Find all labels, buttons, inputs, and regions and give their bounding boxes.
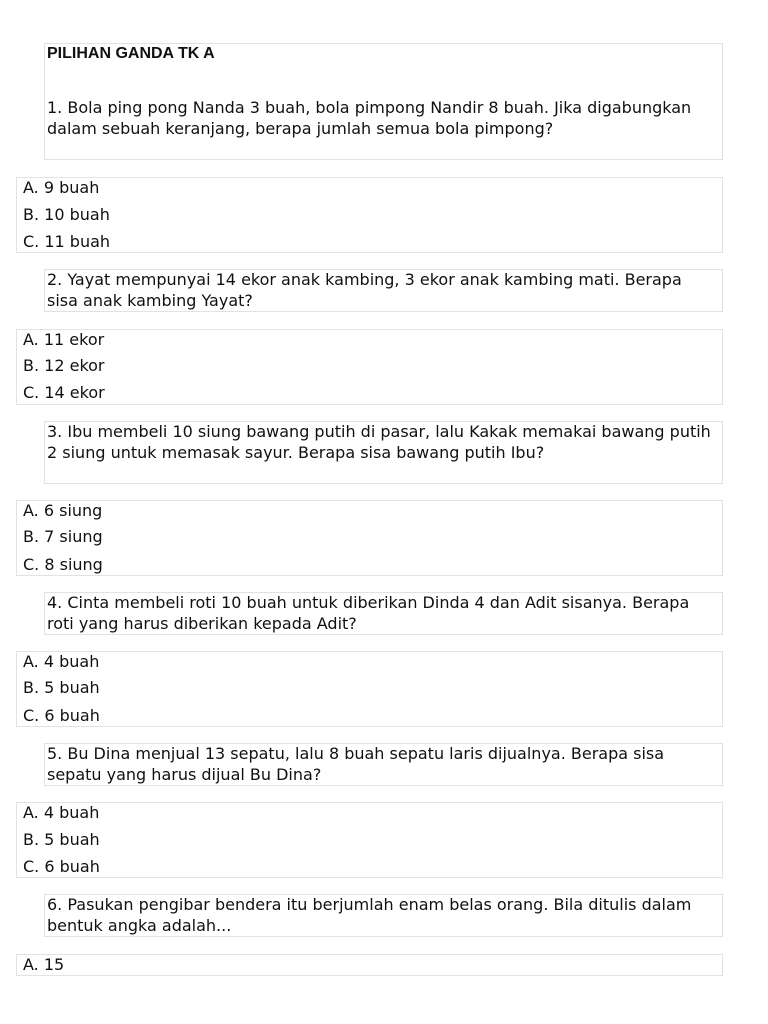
question-5-option-c: C. 6 buah — [23, 857, 100, 876]
question-2-option-b: B. 12 ekor — [23, 356, 105, 375]
question-4-text: 4. Cinta membeli roti 10 buah untuk diberikan Dinda 4 dan Adit sisanya. Berapa roti yang harus diberikan kepada Adit? — [47, 593, 690, 633]
question-3-text: 3. Ibu membeli 10 siung bawang putih di pasar, lalu Kakak memakai bawang putih 2 siung untuk memasak sayur. Berapa sisa bawang putih Ibu? — [47, 422, 711, 462]
options-box-4 — [16, 651, 723, 727]
question-5-text: 5. Bu Dina menjual 13 sepatu, lalu 8 buah sepatu laris dijualnya. Berapa sisa sepatu yang harus dijual Bu Dina? — [47, 744, 665, 784]
options-box-5 — [16, 802, 723, 878]
question-2-text: 2. Yayat mempunyai 14 ekor anak kambing, 3 ekor anak kambing mati. Berapa sisa anak kambing Yayat? — [47, 270, 682, 310]
question-3-option-c: C. 8 siung — [23, 555, 103, 574]
question-4-option-a: A. 4 buah — [23, 652, 100, 671]
question-2-option-a: A. 11 ekor — [23, 330, 105, 349]
options-box-3 — [16, 500, 723, 576]
options-box-2 — [16, 329, 723, 405]
question-2-option-c: C. 14 ekor — [23, 383, 105, 402]
options-box-1 — [16, 177, 723, 253]
question-1-option-b: B. 10 buah — [23, 205, 110, 224]
question-5-option-b: B. 5 buah — [23, 830, 100, 849]
question-4-option-b: B. 5 buah — [23, 678, 100, 697]
question-1-text: 1. Bola ping pong Nanda 3 buah, bola pimpong Nandir 8 buah. Jika digabungkan dalam sebuah keranjang, berapa jumlah semua bola pimpong? — [47, 98, 692, 138]
question-6-text: 6. Pasukan pengibar bendera itu berjumlah enam belas orang. Bila ditulis dalam bentuk angka adalah... — [47, 895, 692, 935]
page-title: PILIHAN GANDA TK A — [47, 45, 215, 62]
question-1-option-a: A. 9 buah — [23, 178, 100, 197]
question-1-option-c: C. 11 buah — [23, 232, 111, 251]
question-3-option-b: B. 7 siung — [23, 527, 103, 546]
options-box-6 — [16, 954, 723, 976]
question-5-option-a: A. 4 buah — [23, 803, 100, 822]
question-6-option-a: A. 15 — [23, 955, 65, 974]
question-4-option-c: C. 6 buah — [23, 706, 100, 725]
question-3-option-a: A. 6 siung — [23, 501, 103, 520]
